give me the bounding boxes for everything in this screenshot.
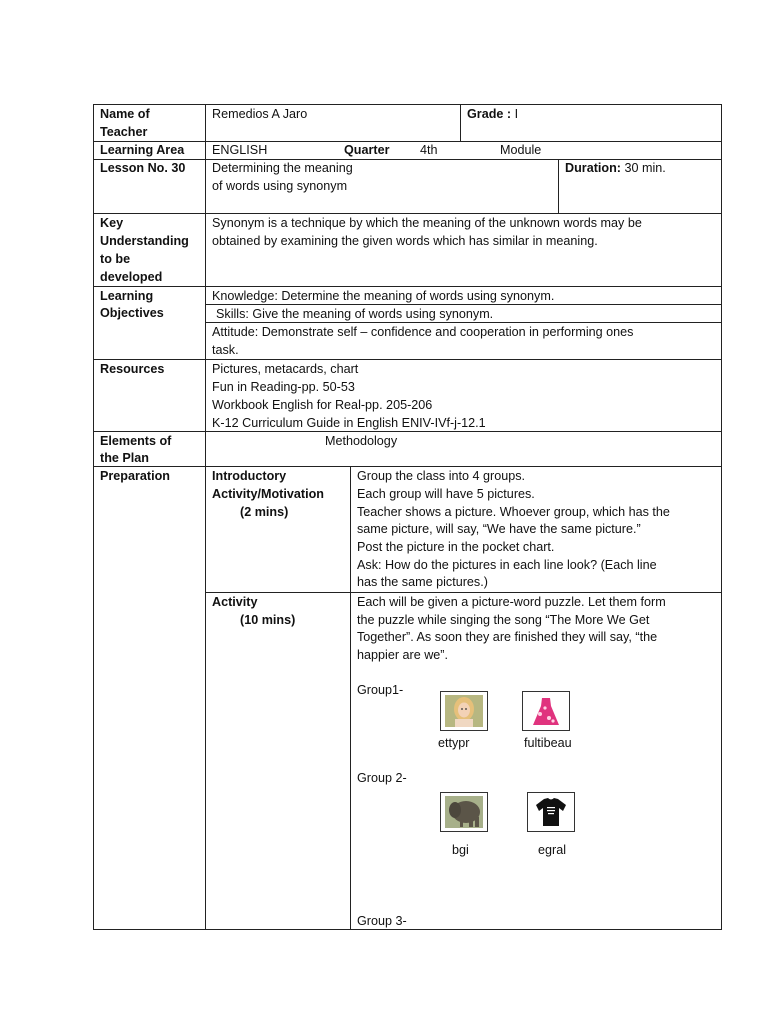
objective-attitude-line-2: task. — [212, 343, 239, 357]
intro-line: Each group will have 5 pictures. — [357, 487, 535, 501]
table-border-left — [93, 104, 94, 930]
teacher-name: Remedios A Jaro — [212, 107, 308, 121]
module-label: Module — [500, 143, 542, 157]
objective-knowledge: Knowledge: Determine the meaning of words using synonym. — [212, 289, 555, 303]
key-understanding-label-3: to be — [100, 252, 131, 266]
row-divider — [93, 359, 722, 360]
column-divider — [558, 159, 559, 214]
resources-label: Resources — [100, 362, 165, 376]
resource-item: Fun in Reading-pp. 50-53 — [212, 380, 355, 394]
intro-line: Group the class into 4 groups. — [357, 469, 526, 483]
grade-label: Grade : — [467, 107, 512, 121]
learning-area-value: ENGLISH — [212, 143, 268, 157]
group-2-word: egral — [538, 843, 567, 857]
key-understanding-label-2: Understanding — [100, 234, 189, 248]
objective-skills: Skills: Give the meaning of words using synonym. — [216, 307, 494, 321]
intro-line: same picture, will say, “We have the same picture.” — [357, 522, 641, 536]
quarter-label: Quarter — [344, 143, 390, 157]
group-1-word: ettypr — [438, 736, 470, 750]
row-divider — [93, 141, 722, 142]
resource-item: K-12 Curriculum Guide in English ENIV-IVf-j-12.1 — [212, 416, 486, 430]
group-3-label: Group 3- — [357, 914, 407, 928]
lesson-number-label: Lesson No. 30 — [100, 161, 186, 175]
elements-of-plan-label-2: the Plan — [100, 451, 149, 465]
activity-line: happier are we”. — [357, 648, 449, 662]
intro-line: Ask: How do the pictures in each line look? (Each line — [357, 558, 657, 572]
column-divider — [350, 466, 351, 930]
activity-line: Together”. As soon they are finished they will say, “the — [357, 630, 658, 644]
group-1-label: Group1- — [357, 683, 404, 697]
duration-value: 30 min. — [624, 161, 666, 175]
objective-attitude-line-1: Attitude: Demonstrate self – confidence and cooperation in performing ones — [212, 325, 634, 339]
quarter-value: 4th — [420, 143, 438, 157]
key-understanding-text-1: Synonym is a technique by which the meaning of the unknown words may be — [212, 216, 642, 230]
key-understanding-label-4: developed — [100, 270, 163, 284]
key-understanding-label-1: Key — [100, 216, 124, 230]
group-2-word: bgi — [452, 843, 469, 857]
group-1-word: fultibeau — [524, 736, 572, 750]
resource-item: Pictures, metacards, chart — [212, 362, 359, 376]
lesson-title-line-1: Determining the meaning — [212, 161, 353, 175]
intro-line: has the same pictures.) — [357, 575, 488, 589]
preparation-label: Preparation — [100, 469, 170, 483]
introductory-label-1: Introductory — [212, 469, 287, 483]
introductory-label-2: Activity/Motivation — [212, 487, 324, 501]
elements-of-plan-label-1: Elements of — [100, 434, 172, 448]
learning-area-label: Learning Area — [100, 143, 185, 157]
methodology-heading: Methodology — [325, 434, 398, 448]
name-of-teacher-text: Name of Teacher — [100, 107, 150, 139]
activity-line: Each will be given a picture-word puzzle. Let them form — [357, 595, 666, 609]
key-understanding-text-2: obtained by examining the given words which has similar in meaning. — [212, 234, 598, 248]
learning-objectives-label-1: Learning — [100, 289, 154, 303]
duration-field — [565, 159, 666, 177]
intro-line: Teacher shows a picture. Whoever group, which has the — [357, 505, 670, 519]
table-border-right — [721, 104, 722, 930]
lesson-title-line-2: of words using synonym — [212, 179, 348, 193]
beautiful-dress-picture — [522, 691, 570, 731]
large-shirt-picture — [527, 792, 575, 832]
intro-line: Post the picture in the pocket chart. — [357, 540, 555, 554]
column-divider — [205, 104, 206, 930]
name-of-teacher-label — [100, 105, 200, 141]
big-elephant-picture — [440, 792, 488, 832]
resource-item: Workbook English for Real-pp. 205-206 — [212, 398, 433, 412]
grade-field — [467, 105, 518, 123]
column-divider — [460, 104, 461, 142]
activity-line: the puzzle while singing the song “The More We Get — [357, 613, 650, 627]
table-border-bottom — [93, 929, 722, 930]
grade-value: I — [514, 107, 519, 121]
activity-time: (10 mins) — [240, 613, 296, 627]
learning-objectives-label-2: Objectives — [100, 306, 164, 320]
group-2-label: Group 2- — [357, 771, 407, 785]
introductory-time: (2 mins) — [240, 505, 289, 519]
pretty-girl-picture — [440, 691, 488, 731]
duration-label: Duration: — [565, 161, 621, 175]
activity-label: Activity — [212, 595, 258, 609]
